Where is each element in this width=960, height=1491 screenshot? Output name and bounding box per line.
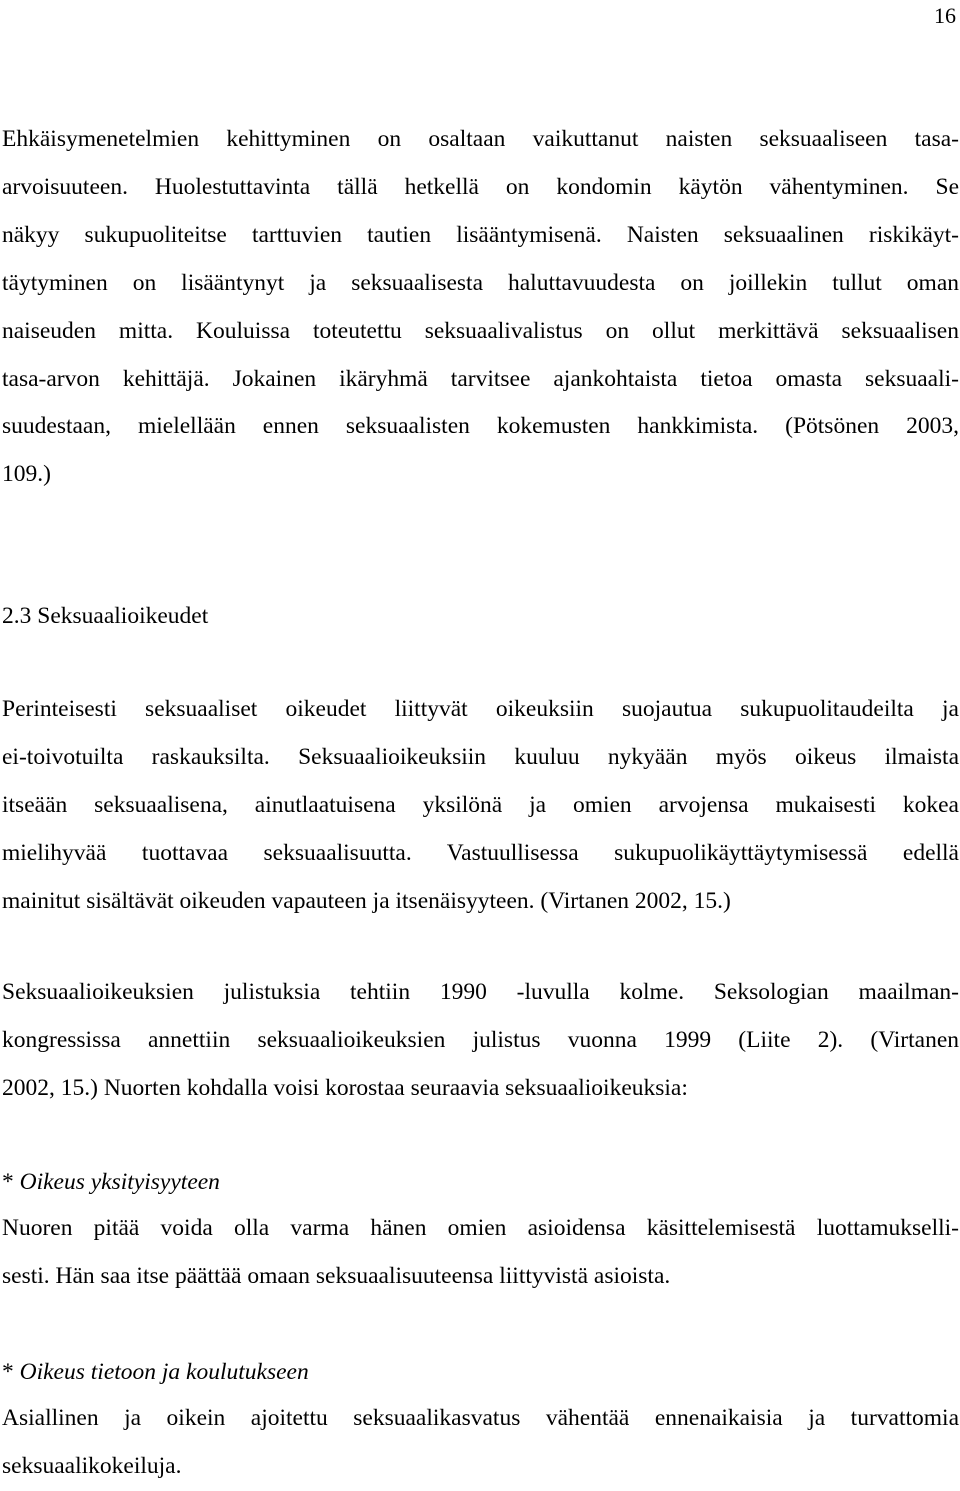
subheading-text: Oikeus yksityisyyteen <box>19 1169 220 1195</box>
subheading-bullet: * <box>2 1169 20 1195</box>
text-line: ei-toivotuilta raskauksilta. Seksuaalioikeuksiin kuuluu nykyään myös oikeus ilmaista <box>2 743 959 770</box>
text-line: mielihyvää tuottavaa seksuaalisuutta. Vastuullisessa sukupuolikäyttäytymisessä edellä <box>2 839 959 866</box>
text-line: Nuoren pitää voida olla varma hänen omien asioidensa käsittelemisestä luottamukselli- <box>2 1215 959 1241</box>
text-line: itseään seksuaalisena, ainutlaatuisena yksilönä ja omien arvojensa mukaisesti kokea <box>2 791 959 818</box>
subheading-bullet: * <box>2 1359 20 1385</box>
text-line: Ehkäisymenetelmien kehittyminen on osaltaan vaikuttanut naisten seksuaaliseen tasa- <box>2 126 959 152</box>
subheading-privacy <box>2 1167 220 1197</box>
text-line: kongressissa annettiin seksuaalioikeuksien julistus vuonna 1999 (Liite 2). (Virtanen <box>2 1026 959 1053</box>
text-line: Perinteisesti seksuaaliset oikeudet liittyvät oikeuksiin suojautua sukupuolitaudeilta ja <box>2 696 959 722</box>
paragraph-5 <box>2 1395 959 1491</box>
paragraph-1 <box>2 116 959 499</box>
paragraph-3 <box>2 969 959 1113</box>
text-line: suudestaan, mielellään ennen seksuaalisten kokemusten hankkimista. (Pötsönen 2003, <box>2 413 959 440</box>
text-line: naiseuden mitta. Kouluissa toteutettu seksuaalivalistus on ollut merkittävä seksuaalisen <box>2 317 959 344</box>
text-line: täytyminen on lisääntynyt ja seksuaalisesta haluttavuudesta on joillekin tullut oman <box>2 269 959 296</box>
text-line: seksuaalikokeiluja. <box>2 1452 182 1479</box>
text-line: näkyy sukupuoliteitse tarttuvien tautien lisääntymisenä. Naisten seksuaalinen riskikäyt- <box>2 221 959 248</box>
text-line: 2002, 15.) Nuorten kohdalla voisi korostaa seuraavia seksuaalioikeuksia: <box>2 1074 688 1101</box>
text-line: sesti. Hän saa itse päättää omaan seksuaalisuuteensa liittyvistä asioista. <box>2 1262 671 1289</box>
subheading-information <box>2 1357 309 1387</box>
text-line: 109.) <box>2 461 51 488</box>
text-line: Seksuaalioikeuksien julistuksia tehtiin 1990 -luvulla kolme. Seksologian maailman- <box>2 979 959 1005</box>
paragraph-2 <box>2 686 959 926</box>
text-line: arvoisuuteen. Huolestuttavinta tällä hetkellä on kondomin käytön vähentyminen. Se <box>2 173 959 200</box>
text-line: Asiallinen ja oikein ajoitettu seksuaalikasvatus vähentää ennenaikaisia ja turvattomia <box>2 1405 959 1431</box>
section-heading: 2.3 Seksuaalioikeudet <box>2 603 209 629</box>
page-number: 16 <box>934 3 956 28</box>
paragraph-4 <box>2 1205 959 1301</box>
subheading-text: Oikeus tietoon ja koulutukseen <box>19 1359 309 1385</box>
text-line: mainitut sisältävät oikeuden vapauteen ja itsenäisyyteen. (Virtanen 2002, 15.) <box>2 887 731 914</box>
text-line: tasa-arvon kehittäjä. Jokainen ikäryhmä tarvitsee ajankohtaista tietoa omasta seksuaali- <box>2 365 959 392</box>
